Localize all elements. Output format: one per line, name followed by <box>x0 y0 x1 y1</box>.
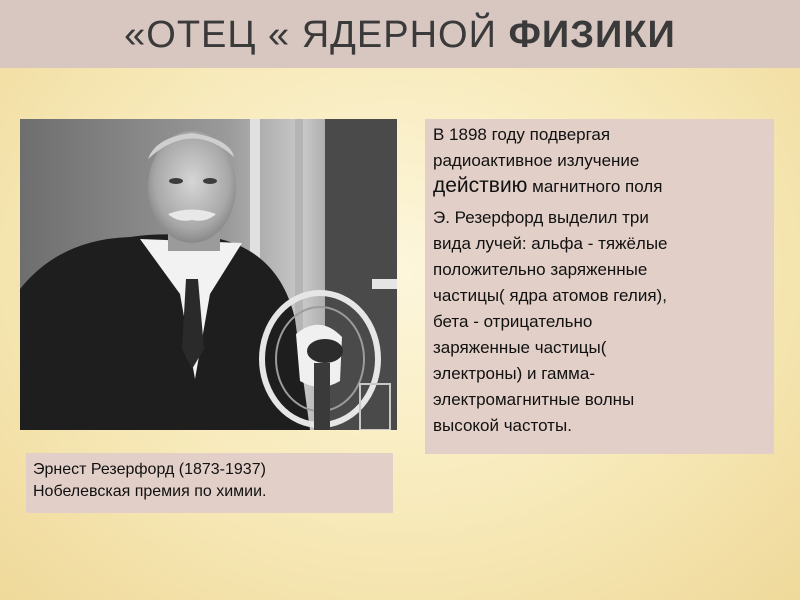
description-emphasis: действию <box>433 174 528 197</box>
description-line: электроны) и гамма- <box>433 364 595 383</box>
description-line: высокой частоты. <box>433 416 572 435</box>
description-line-rest: магнитного поля <box>527 177 663 196</box>
slide-title <box>0 14 800 57</box>
description-line: положительно заряженные <box>433 260 648 279</box>
description-line: радиоактивное излучение <box>433 151 640 170</box>
description-line: вида лучей: альфа - тяжёлые <box>433 234 668 253</box>
description-line: Э. Резерфорд выделил три <box>433 208 649 227</box>
caption-prize: Нобелевская премия по химии. <box>33 483 267 500</box>
portrait-photo <box>20 119 397 430</box>
caption-box <box>26 453 393 513</box>
description-box <box>425 119 774 454</box>
caption-name: Эрнест Резерфорд (1873-1937) <box>33 461 266 478</box>
description-line <box>433 174 662 198</box>
portrait-photo-graphic <box>20 119 397 430</box>
description-line: В 1898 году подвергая <box>433 125 611 144</box>
description-line: частицы( ядра атомов гелия), <box>433 286 667 305</box>
description-line: электромагнитные волны <box>433 390 635 409</box>
description-line: бета - отрицательно <box>433 312 593 331</box>
title-bar <box>0 0 800 68</box>
slide-title-part1: «ОТЕЦ « ЯДЕРНОЙ <box>124 14 509 56</box>
slide-title-part2: ФИЗИКИ <box>508 14 676 56</box>
description-line: заряженные частицы( <box>433 338 607 357</box>
